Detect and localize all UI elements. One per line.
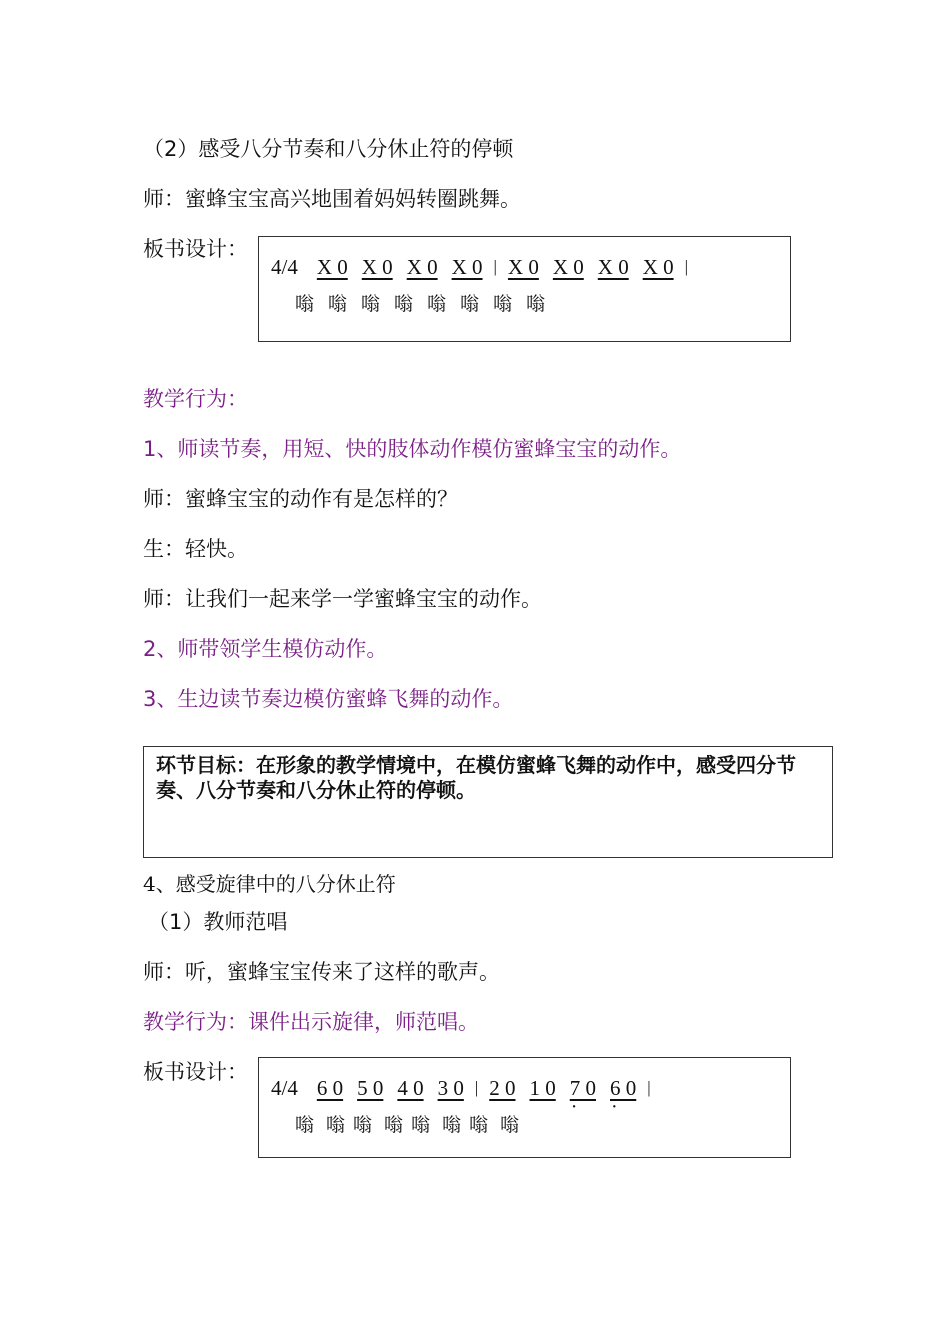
section-goal-box: 环节目标：在形象的教学情境中，在模仿蜜蜂飞舞的动作中，感受四分节奏、八分节奏和八分休止符的停顿。 — [143, 746, 833, 858]
lyric: 嗡 — [328, 293, 348, 315]
lyrics-row — [295, 1110, 533, 1137]
beat: X 0 — [597, 255, 629, 279]
teacher-line: 师：让我们一起来学一学蜜蜂宝宝的动作。 — [143, 587, 542, 611]
teaching-step-2: 2、师带领学生模仿动作。 — [143, 637, 388, 661]
note: 5 0 — [357, 1076, 384, 1100]
beat: X 0 — [451, 255, 483, 279]
note-low-octave: 7 0 · — [570, 1076, 596, 1101]
beat: X 0 — [507, 255, 539, 279]
teaching-behavior-title: 教学行为： — [143, 387, 248, 411]
lyric: 嗡 — [500, 1114, 520, 1136]
lyric: 嗡 — [295, 1114, 315, 1136]
note: 3 0 — [437, 1076, 464, 1100]
time-signature: 4/4 — [271, 1076, 298, 1100]
bar-line: | — [684, 257, 689, 276]
lyric: 嗡 — [460, 293, 480, 315]
bar-line: | — [647, 1078, 651, 1097]
lyric: 嗡 — [361, 293, 381, 315]
teacher-line: 师：蜜蜂宝宝高兴地围着妈妈转圈跳舞。 — [143, 187, 521, 211]
board-design-melody — [258, 1057, 791, 1158]
lyric: 嗡 — [353, 1114, 373, 1136]
note-low-octave: 6 0 · — [610, 1076, 636, 1101]
board-label: 板书设计： — [143, 1060, 248, 1084]
melody-notation — [271, 1076, 655, 1101]
time-signature: 4/4 — [271, 255, 298, 279]
beat: X 0 — [552, 255, 584, 279]
student-answer: 生：轻快。 — [143, 537, 248, 561]
beat: X 0 — [316, 255, 348, 279]
note: 1 0 — [529, 1076, 556, 1100]
board-label: 板书设计： — [143, 237, 248, 261]
beat: X 0 — [406, 255, 438, 279]
note: 6 0 — [316, 1076, 344, 1100]
teacher-line: 师：听，蜜蜂宝宝传来了这样的歌声。 — [143, 960, 500, 984]
lyric: 嗡 — [427, 293, 447, 315]
lyric: 嗡 — [384, 1114, 404, 1136]
beat: X 0 — [642, 255, 674, 279]
lyric: 嗡 — [442, 1114, 462, 1136]
beat: X 0 — [361, 255, 393, 279]
teacher-question: 师：蜜蜂宝宝的动作有是怎样的？ — [143, 487, 458, 511]
section-heading: 4、感受旋律中的八分休止符 — [143, 872, 396, 896]
bar-line: | — [474, 1078, 479, 1097]
bar-line: | — [493, 257, 497, 276]
note: 4 0 — [397, 1076, 424, 1100]
teaching-behavior: 教学行为：课件出示旋律，师范唱。 — [143, 1010, 479, 1034]
lyric: 嗡 — [326, 1114, 346, 1136]
board-design-rhythm — [258, 236, 791, 342]
lyric: 嗡 — [411, 1114, 431, 1136]
lyric: 嗡 — [295, 293, 315, 315]
sub-heading: （1）教师范唱 — [148, 910, 288, 934]
lyric: 嗡 — [493, 293, 513, 315]
note: 2 0 — [489, 1076, 516, 1100]
teaching-step-1: 1、师读节奏，用短、快的肢体动作模仿蜜蜂宝宝的动作。 — [143, 437, 682, 461]
rhythm-notation — [271, 255, 692, 280]
lyric: 嗡 — [469, 1114, 489, 1136]
teaching-step-3: 3、生边读节奏边模仿蜜蜂飞舞的动作。 — [143, 687, 514, 711]
lyric: 嗡 — [394, 293, 414, 315]
section-heading: （2）感受八分节奏和八分休止符的停顿 — [143, 137, 514, 161]
lyric: 嗡 — [526, 293, 546, 315]
lyrics-row — [295, 289, 559, 316]
